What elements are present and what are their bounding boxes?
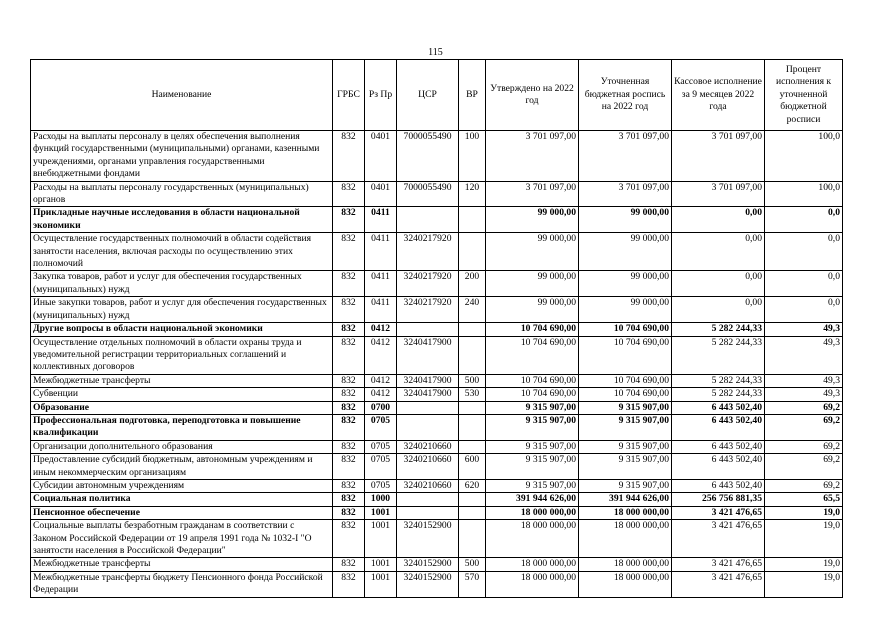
header-percent: Процент исполнения к уточненной бюджетной росписи (765, 60, 843, 131)
table-row (31, 493, 843, 506)
cell-percent: 19,0 (765, 520, 843, 558)
cell-rzpr: 0411 (365, 233, 397, 271)
cell-vr (459, 233, 486, 271)
cell-csr (397, 506, 459, 519)
cell-cash: 0,00 (672, 297, 765, 323)
cell-vr: 500 (459, 558, 486, 571)
cell-cash: 6 443 502,40 (672, 401, 765, 414)
cell-rzpr: 0412 (365, 388, 397, 401)
cell-vr (459, 336, 486, 374)
cell-refined: 9 315 907,00 (579, 454, 672, 480)
cell-approved: 10 704 690,00 (486, 388, 579, 401)
header-rzpr: Рз Пр (365, 60, 397, 131)
cell-cash: 0,00 (672, 233, 765, 271)
cell-name: Субвенции (31, 388, 333, 401)
cell-grbs: 832 (333, 479, 365, 492)
cell-csr: 3240152900 (397, 558, 459, 571)
cell-rzpr: 1000 (365, 493, 397, 506)
cell-vr: 240 (459, 297, 486, 323)
table-row (31, 440, 843, 453)
cell-approved: 18 000 000,00 (486, 571, 579, 597)
cell-name: Межбюджетные трансферты (31, 558, 333, 571)
cell-vr (459, 401, 486, 414)
table-row (31, 401, 843, 414)
cell-rzpr: 1001 (365, 558, 397, 571)
cell-approved: 10 704 690,00 (486, 374, 579, 387)
cell-percent: 0,0 (765, 271, 843, 297)
cell-cash: 0,00 (672, 207, 765, 233)
cell-csr (397, 207, 459, 233)
cell-refined: 99 000,00 (579, 207, 672, 233)
cell-grbs: 832 (333, 493, 365, 506)
cell-cash: 3 701 097,00 (672, 131, 765, 182)
cell-percent: 69,2 (765, 479, 843, 492)
table-row (31, 374, 843, 387)
cell-rzpr: 0412 (365, 336, 397, 374)
header-refined: Уточненная бюджетная роспись на 2022 год (579, 60, 672, 131)
cell-cash: 6 443 502,40 (672, 414, 765, 440)
cell-csr: 3240217920 (397, 233, 459, 271)
cell-refined: 18 000 000,00 (579, 571, 672, 597)
cell-percent: 49,3 (765, 388, 843, 401)
cell-refined: 3 701 097,00 (579, 181, 672, 207)
cell-grbs: 832 (333, 401, 365, 414)
cell-name: Образование (31, 401, 333, 414)
cell-approved: 99 000,00 (486, 233, 579, 271)
table-row (31, 336, 843, 374)
cell-name: Другие вопросы в области национальной экономики (31, 323, 333, 336)
cell-rzpr: 1001 (365, 520, 397, 558)
table-row (31, 558, 843, 571)
table-row (31, 388, 843, 401)
cell-approved: 391 944 626,00 (486, 493, 579, 506)
cell-cash: 6 443 502,40 (672, 479, 765, 492)
table-row (31, 297, 843, 323)
cell-csr: 3240217920 (397, 271, 459, 297)
cell-percent: 0,0 (765, 233, 843, 271)
table-row (31, 479, 843, 492)
cell-cash: 5 282 244,33 (672, 388, 765, 401)
cell-vr (459, 440, 486, 453)
cell-approved: 9 315 907,00 (486, 401, 579, 414)
cell-refined: 18 000 000,00 (579, 558, 672, 571)
cell-csr: 3240210660 (397, 440, 459, 453)
cell-vr (459, 323, 486, 336)
cell-approved: 9 315 907,00 (486, 414, 579, 440)
cell-name: Осуществление отдельных полномочий в области охраны труда и уведомительной регистрации территориальных соглашений и коллективных договоров (31, 336, 333, 374)
table-row (31, 181, 843, 207)
cell-vr: 570 (459, 571, 486, 597)
table-row (31, 414, 843, 440)
cell-rzpr: 0705 (365, 414, 397, 440)
cell-rzpr: 0705 (365, 454, 397, 480)
cell-approved: 18 000 000,00 (486, 558, 579, 571)
cell-name: Профессиональная подготовка, переподготовка и повышение квалификации (31, 414, 333, 440)
cell-name: Расходы на выплаты персоналу в целях обеспечения выполнения функций государственными (муниципальными) органами, казенными учреждениями, органами управления государственными внебюджетными фондами (31, 131, 333, 182)
cell-cash: 5 282 244,33 (672, 336, 765, 374)
cell-grbs: 832 (333, 506, 365, 519)
cell-rzpr: 0401 (365, 181, 397, 207)
cell-approved: 10 704 690,00 (486, 323, 579, 336)
cell-vr (459, 414, 486, 440)
header-approved: Утверждено на 2022 год (486, 60, 579, 131)
table-row (31, 207, 843, 233)
cell-grbs: 832 (333, 374, 365, 387)
cell-name: Социальные выплаты безработным гражданам в соответствии с Законом Российской Федерации от 19 апреля 1991 года № 1032-I "О занятости населения в Российской Федерации" (31, 520, 333, 558)
cell-csr: 3240417900 (397, 374, 459, 387)
cell-approved: 18 000 000,00 (486, 520, 579, 558)
cell-name: Предоставление субсидий бюджетным, автономным учреждениям и иным некоммерческим организациям (31, 454, 333, 480)
table-row (31, 520, 843, 558)
cell-name: Осуществление государственных полномочий в области содействия занятости населения, включая расходы по осуществлению этих полномочий (31, 233, 333, 271)
cell-csr: 3240152900 (397, 520, 459, 558)
header-csr: ЦСР (397, 60, 459, 131)
cell-csr: 3240210660 (397, 479, 459, 492)
cell-name: Расходы на выплаты персоналу государственных (муниципальных) органов (31, 181, 333, 207)
cell-refined: 18 000 000,00 (579, 506, 672, 519)
cell-grbs: 832 (333, 440, 365, 453)
cell-name: Прикладные научные исследования в области национальной экономики (31, 207, 333, 233)
table-row (31, 131, 843, 182)
cell-cash: 5 282 244,33 (672, 323, 765, 336)
cell-grbs: 832 (333, 414, 365, 440)
table-row (31, 271, 843, 297)
cell-percent: 69,2 (765, 401, 843, 414)
cell-percent: 19,0 (765, 506, 843, 519)
cell-rzpr: 0411 (365, 271, 397, 297)
cell-name: Субсидии автономным учреждениям (31, 479, 333, 492)
cell-refined: 99 000,00 (579, 271, 672, 297)
cell-approved: 9 315 907,00 (486, 440, 579, 453)
header-vr: ВР (459, 60, 486, 131)
cell-cash: 3 421 476,65 (672, 558, 765, 571)
cell-refined: 3 701 097,00 (579, 131, 672, 182)
cell-name: Закупка товаров, работ и услуг для обеспечения государственных (муниципальных) нужд (31, 271, 333, 297)
cell-cash: 256 756 881,35 (672, 493, 765, 506)
cell-cash: 3 421 476,65 (672, 571, 765, 597)
cell-vr: 620 (459, 479, 486, 492)
cell-vr: 600 (459, 454, 486, 480)
cell-refined: 10 704 690,00 (579, 374, 672, 387)
cell-approved: 99 000,00 (486, 297, 579, 323)
table-row (31, 571, 843, 597)
cell-refined: 10 704 690,00 (579, 388, 672, 401)
cell-percent: 49,3 (765, 323, 843, 336)
cell-grbs: 832 (333, 336, 365, 374)
cell-refined: 9 315 907,00 (579, 440, 672, 453)
cell-refined: 18 000 000,00 (579, 520, 672, 558)
cell-cash: 6 443 502,40 (672, 454, 765, 480)
cell-approved: 99 000,00 (486, 207, 579, 233)
cell-percent: 49,3 (765, 336, 843, 374)
cell-refined: 9 315 907,00 (579, 414, 672, 440)
cell-refined: 9 315 907,00 (579, 479, 672, 492)
cell-approved: 10 704 690,00 (486, 336, 579, 374)
cell-rzpr: 0700 (365, 401, 397, 414)
cell-percent: 19,0 (765, 571, 843, 597)
cell-grbs: 832 (333, 297, 365, 323)
cell-csr (397, 401, 459, 414)
page-number: 115 (428, 47, 443, 58)
cell-refined: 99 000,00 (579, 297, 672, 323)
cell-name: Организации дополнительного образования (31, 440, 333, 453)
cell-csr (397, 414, 459, 440)
cell-grbs: 832 (333, 207, 365, 233)
cell-refined: 391 944 626,00 (579, 493, 672, 506)
cell-rzpr: 0411 (365, 207, 397, 233)
cell-grbs: 832 (333, 131, 365, 182)
cell-csr (397, 493, 459, 506)
cell-grbs: 832 (333, 571, 365, 597)
cell-approved: 18 000 000,00 (486, 506, 579, 519)
cell-refined: 9 315 907,00 (579, 401, 672, 414)
cell-grbs: 832 (333, 323, 365, 336)
cell-csr: 3240210660 (397, 454, 459, 480)
cell-rzpr: 0401 (365, 131, 397, 182)
cell-csr: 3240217920 (397, 297, 459, 323)
cell-approved: 9 315 907,00 (486, 479, 579, 492)
cell-name: Социальная политика (31, 493, 333, 506)
cell-percent: 0,0 (765, 207, 843, 233)
cell-vr (459, 520, 486, 558)
cell-rzpr: 0705 (365, 440, 397, 453)
cell-cash: 3 421 476,65 (672, 520, 765, 558)
cell-grbs: 832 (333, 520, 365, 558)
cell-vr (459, 207, 486, 233)
cell-vr (459, 493, 486, 506)
cell-percent: 65,5 (765, 493, 843, 506)
cell-rzpr: 0412 (365, 374, 397, 387)
cell-approved: 3 701 097,00 (486, 181, 579, 207)
cell-rzpr: 0412 (365, 323, 397, 336)
cell-vr: 530 (459, 388, 486, 401)
cell-percent: 100,0 (765, 131, 843, 182)
table-row (31, 454, 843, 480)
budget-table (30, 59, 843, 598)
cell-rzpr: 1001 (365, 571, 397, 597)
cell-name: Пенсионное обеспечение (31, 506, 333, 519)
cell-approved: 3 701 097,00 (486, 131, 579, 182)
cell-cash: 3 421 476,65 (672, 506, 765, 519)
cell-percent: 19,0 (765, 558, 843, 571)
cell-csr: 3240152900 (397, 571, 459, 597)
cell-cash: 6 443 502,40 (672, 440, 765, 453)
header-name: Наименование (31, 60, 333, 131)
cell-csr (397, 323, 459, 336)
header-cash: Кассовое исполнение за 9 месяцев 2022 года (672, 60, 765, 131)
cell-percent: 69,2 (765, 440, 843, 453)
cell-cash: 3 701 097,00 (672, 181, 765, 207)
cell-csr: 7000055490 (397, 131, 459, 182)
cell-csr: 3240417900 (397, 336, 459, 374)
cell-grbs: 832 (333, 454, 365, 480)
table-row (31, 323, 843, 336)
cell-vr: 120 (459, 181, 486, 207)
table-header-row (31, 60, 843, 131)
cell-percent: 49,3 (765, 374, 843, 387)
cell-approved: 99 000,00 (486, 271, 579, 297)
cell-rzpr: 0411 (365, 297, 397, 323)
cell-csr: 3240417900 (397, 388, 459, 401)
cell-rzpr: 1001 (365, 506, 397, 519)
cell-cash: 0,00 (672, 271, 765, 297)
table-row (31, 506, 843, 519)
cell-cash: 5 282 244,33 (672, 374, 765, 387)
header-grbs: ГРБС (333, 60, 365, 131)
table-row (31, 233, 843, 271)
cell-refined: 10 704 690,00 (579, 336, 672, 374)
cell-refined: 10 704 690,00 (579, 323, 672, 336)
cell-vr: 200 (459, 271, 486, 297)
cell-percent: 100,0 (765, 181, 843, 207)
cell-grbs: 832 (333, 558, 365, 571)
cell-percent: 0,0 (765, 297, 843, 323)
cell-grbs: 832 (333, 271, 365, 297)
cell-grbs: 832 (333, 233, 365, 271)
cell-grbs: 832 (333, 181, 365, 207)
cell-vr (459, 506, 486, 519)
cell-grbs: 832 (333, 388, 365, 401)
cell-percent: 69,2 (765, 454, 843, 480)
cell-csr: 7000055490 (397, 181, 459, 207)
cell-approved: 9 315 907,00 (486, 454, 579, 480)
cell-refined: 99 000,00 (579, 233, 672, 271)
cell-percent: 69,2 (765, 414, 843, 440)
cell-name: Иные закупки товаров, работ и услуг для обеспечения государственных (муниципальных) нужд (31, 297, 333, 323)
cell-name: Межбюджетные трансферты бюджету Пенсионного фонда Российской Федерации (31, 571, 333, 597)
cell-vr: 500 (459, 374, 486, 387)
cell-vr: 100 (459, 131, 486, 182)
cell-name: Межбюджетные трансферты (31, 374, 333, 387)
cell-rzpr: 0705 (365, 479, 397, 492)
